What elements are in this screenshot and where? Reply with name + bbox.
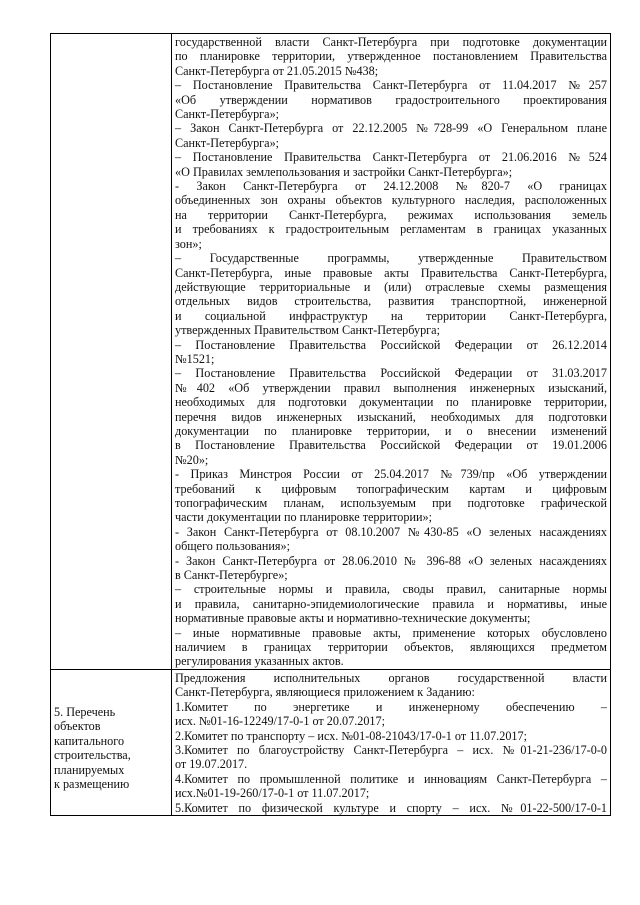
text-line: Предложения исполнительных органов государственной власти [175, 670, 607, 685]
text-line: 3.Комитет по благоустройству Санкт-Петербурга – исх. №01-21-236/17-0-0 [175, 742, 607, 757]
table-row [51, 669, 611, 815]
text-line: утвержденных Правительством Санкт-Петербурга; [175, 323, 440, 338]
text-line: – Постановление Правительства Санкт-Петербурга от 11.04.2017 №257 [175, 78, 607, 93]
text-line: требований к цифровым топографическим картам и цифровым [175, 481, 607, 496]
text-line: действующие территориальные и (или) отраслевые схемы размещения [175, 279, 607, 294]
text-line: нормативные правовые акты и нормативно-технические документы; [175, 611, 531, 626]
text-line: – строительные нормы и правила, своды правил, санитарные нормы [175, 582, 607, 597]
text-line: в Постановление Правительства Российской Федерации от 19.01.2006 [175, 438, 607, 453]
text-line: 1.Комитет по энергетике и инженерному обеспечению – [175, 699, 607, 714]
empty-label-cell [51, 34, 172, 670]
text-line: документации по планировке территории, и о внесении изменений [175, 423, 607, 438]
text-line: наличием в границах территории объектов, являющихся предметом [175, 640, 607, 655]
text-line: исх. №01-16-12249/17-0-1 от 20.07.2017; [175, 714, 386, 729]
text-line: в Санкт-Петербурге»; [175, 568, 288, 583]
text-line: – Закон Санкт-Петербурга от 22.12.2005 №728-99 «О Генеральном плане [175, 121, 607, 136]
text-line: перечня видов инженерных изысканий, необходимых для подготовки [175, 409, 607, 424]
text-line: №20»; [175, 452, 209, 467]
table-row [51, 34, 611, 670]
text-line: 4.Комитет по промышленной политике и инновациям Санкт-Петербурга – [175, 771, 607, 786]
heading-line: строительства, [54, 748, 131, 763]
text-line: – иные нормативные правовые акты, применение которых обусловлено [175, 625, 607, 640]
text-line: объединенных зон охраны объектов культурного наследия, расположенных [175, 193, 607, 208]
proposals-cell [172, 669, 611, 815]
text-line: и социальной инфраструктур на территории Санкт-Петербурга, [175, 308, 607, 323]
text-line: - Закон Санкт-Петербурга от 08.10.2007 №430-85 «О зеленых насаждениях [175, 524, 607, 539]
heading-line: к размещению [54, 776, 130, 791]
text-line: и требованиях к градостроительным регламентам в границах указанных [175, 222, 607, 237]
text-line: части документации по планировке территории»; [175, 510, 433, 525]
heading-line: капитального [54, 733, 125, 748]
text-line: «О Правилах землепользования и застройки Санкт-Петербурга»; [175, 164, 513, 179]
text-line: и правила, санитарно-эпидемиологические правила и нормативы, иные [175, 596, 607, 611]
text-line: №402 «Об утверждении правил выполнения инженерных изысканий, [175, 380, 607, 395]
text-line: Санкт-Петербурга, являющиеся приложением к Заданию: [175, 685, 475, 700]
text-line: государственной власти Санкт-Петербурга при подготовке документации [175, 35, 607, 49]
heading-line: 5. Перечень [54, 704, 116, 719]
text-line: Санкт-Петербурга»; [175, 107, 280, 122]
text-line: - Закон Санкт-Петербурга от 28.06.2010 № 396-88 «О зеленых насаждениях [175, 553, 607, 568]
text-line: Санкт-Петербурга»; [175, 135, 280, 150]
text-line: – Постановление Правительства Санкт-Петербурга от 21.06.2016 №524 [175, 150, 607, 165]
text-line: - Приказ Минстроя России от 25.04.2017 №739/пр «Об утверждении [175, 467, 607, 482]
text-line: 2.Комитет по транспорту – исх. №01-08-21043/17-0-1 от 11.07.2017; [175, 728, 527, 743]
heading-line: объектов [54, 719, 101, 734]
text-line: от 19.07.2017. [175, 757, 248, 772]
text-line: – Постановление Правительства Российской Федерации от 31.03.2017 [175, 366, 607, 381]
text-line: исх.№01-19-260/17-0-1 от 11.07.2017; [175, 786, 370, 801]
text-line: необходимых для подготовки документации по планировке территории, [175, 395, 607, 410]
heading-line: планируемых [54, 762, 125, 777]
regulations-cell [172, 34, 611, 670]
text-line: Санкт-Петербурга, иные правовые акты Правительства Санкт-Петербурга, [175, 265, 607, 280]
text-line: Санкт-Петербурга от 21.05.2015 №438; [175, 63, 379, 78]
text-line: – Постановление Правительства Российской Федерации от 26.12.2014 [175, 337, 607, 352]
text-line: №1521; [175, 351, 215, 366]
text-line: – Государственные программы, утвержденные Правительством [175, 251, 607, 266]
text-line: зон»; [175, 236, 202, 251]
text-line: отдельных видов строительства, развития транспортной, инженерной [175, 294, 607, 309]
document-table [50, 33, 611, 816]
section-5-heading [54, 705, 168, 791]
section-label-cell [51, 669, 172, 815]
text-line: регулирования указанных актов. [175, 654, 344, 669]
text-line: - Закон Санкт-Петербурга от 24.12.2008 №820-7 «О границах [175, 179, 607, 194]
text-line: 5.Комитет по физической культуре и спорту – исх. №01-22-500/17-0-1 [175, 800, 607, 815]
text-line: топографическим планам, используемым при подготовке графической [175, 496, 607, 510]
text-line: общего пользования»; [175, 539, 290, 554]
text-line: «Об утверждении нормативов градостроительного проектирования [175, 92, 607, 107]
text-line: на территории Санкт-Петербурга, режимах использования земель [175, 207, 607, 222]
text-line: по планировке территории, утвержденное постановлением Правительства [175, 49, 607, 64]
